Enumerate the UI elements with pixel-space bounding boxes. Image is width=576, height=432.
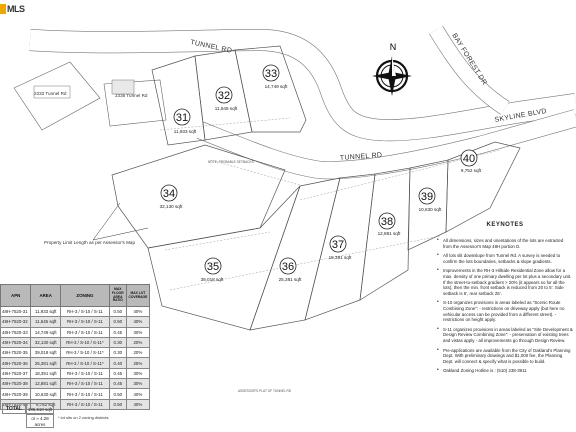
cell-coverage: 30% <box>126 368 149 378</box>
cell-zoning: RH-3 / S-10 / S-11 <box>61 389 110 399</box>
logo-text: MLS <box>7 4 25 14</box>
total-label: TOTAL <box>2 403 26 414</box>
cell-far: 0.50 <box>109 317 126 327</box>
lot-31-number: 31 <box>175 112 189 124</box>
keynote-item: • All dimensions, sizes and orientations of the lots are extracted from the Assessor's Map 48H portion D. <box>437 238 573 249</box>
keynote-item: • Oakland Zoning Hotline is : (510) 238-3911 <box>437 368 573 374</box>
keynote-item: • All lots slit downslope from Tunnel Rd. A survey is needed to confirm the lots boundaries, setbacks & slope gradients. <box>437 253 573 264</box>
road-label-tunnel-rd-upper: TUNNEL RD <box>189 39 233 55</box>
lot-35-area: 39,018 sqft <box>200 277 224 282</box>
lot-40-number: 40 <box>462 153 476 165</box>
cell-coverage: 40% <box>126 317 149 327</box>
lot-35 <box>201 258 224 282</box>
total-area: 186,510 sqft <box>26 403 54 414</box>
lot-39 <box>419 188 442 212</box>
lot-33 <box>263 65 288 89</box>
road-label-skyline-blvd: SKYLINE BLVD <box>494 107 548 124</box>
keynotes-title: KEYNOTES <box>486 222 524 228</box>
cell-far: 0.45 <box>109 368 126 378</box>
cell-zoning: RH-3 / S-10 / S-11 <box>61 379 110 389</box>
lot-37-number: 37 <box>331 239 345 251</box>
cell-area: 25,381 sqft <box>31 358 61 368</box>
lot-33-number: 33 <box>264 68 278 80</box>
cell-zoning: RH-3 / S-10 / S-11 <box>61 399 110 409</box>
cell-coverage: 30% <box>126 379 149 389</box>
assessor-plat-note: ASSESSOR'S PLAT OF TUNNEL RD <box>238 389 292 393</box>
cell-zoning: RH-3 / S-10 / S-11 <box>61 307 110 317</box>
bay-forest-dr <box>436 30 505 108</box>
lot-38-area: 12,881 sqft <box>377 231 401 236</box>
table-row <box>1 317 150 327</box>
cell-far: 0.45 <box>109 379 126 389</box>
lot-32-area: 11,645 sqft <box>214 106 238 111</box>
cell-apn: 48H-7520-37 <box>1 368 31 378</box>
table-row <box>1 358 150 368</box>
lot-31 <box>174 109 197 134</box>
neighbor-parcel-2335 <box>104 80 166 126</box>
lot-32 <box>215 87 238 111</box>
cell-coverage: 20% <box>126 337 149 347</box>
th-coverage: MAX LOT COVERAGE <box>126 285 149 307</box>
property-limit-note: Property Limit Length as per Assessor's Map <box>44 240 136 245</box>
cell-far: 0.40 <box>109 358 126 368</box>
lot-34-number: 34 <box>162 188 176 200</box>
keynote-item: • S-11 organizes provisions in areas labeled as "Site Development & Design Review Combining Zone": - preservation of existing trees and vistas apply - all improvements go through Design Review. <box>437 327 573 344</box>
road-label-bay-forest-dr: BAY FOREST DR <box>450 32 488 87</box>
building-label-2333: 2333 Tunnel Rd <box>34 91 67 96</box>
cell-apn: 48H-7520-35 <box>1 348 31 358</box>
lot-36-area: 25,381 sqft <box>278 277 302 282</box>
lot-39-area: 10,630 sqft <box>418 207 442 212</box>
property-limit-callout <box>44 203 148 245</box>
cell-area: 10,630 sqft <box>31 389 61 399</box>
cell-area: 12,881 sqft <box>31 379 61 389</box>
cell-apn: 48H-7520-39 <box>1 389 31 399</box>
lot-37 <box>329 236 352 260</box>
cell-zoning: RH-3 / S-10 / S-11* <box>61 358 110 368</box>
cell-apn: 48H-7520-36 <box>1 358 31 368</box>
table-row <box>1 348 150 358</box>
cell-zoning: RH-3 / S-10 / S-11* <box>61 348 110 358</box>
cell-apn: 48H-7520-33 <box>1 327 31 337</box>
cell-area: 11,933 sqft <box>31 307 61 317</box>
cell-coverage: 25% <box>126 358 149 368</box>
lot-summary-table <box>0 284 150 410</box>
cell-coverage: 40% <box>126 307 149 317</box>
cell-coverage: 20% <box>126 348 149 358</box>
cell-zoning: RH-3 / S-10 / S-11* <box>61 337 110 347</box>
table-footnote: * lot sits on 2 zoning districts <box>58 415 109 420</box>
road-label-tunnel-rd-lower: TUNNEL RD <box>339 152 383 162</box>
cell-zoning: RH-3 / S-10 / S-11 <box>61 368 110 378</box>
lot-36-outline <box>250 178 340 330</box>
cell-apn: 48H-7520-38 <box>1 379 31 389</box>
th-apn: APN <box>1 285 31 307</box>
cell-apn: 48H-7520-32 <box>1 317 31 327</box>
north-arrow-icon <box>372 42 412 96</box>
cell-zoning: RH-3 / S-10 / S-11 <box>61 327 110 337</box>
lot-36-number: 36 <box>281 261 295 273</box>
table-row <box>1 368 150 378</box>
lot-37-area: 18,391 sqft <box>328 255 352 260</box>
cell-area: 14,749 sqft <box>31 327 61 337</box>
cell-far: 0.30 <box>109 348 126 358</box>
cell-coverage: 40% <box>126 399 149 409</box>
cell-far: 0.50 <box>109 399 126 409</box>
compass-label: N <box>389 42 397 52</box>
lot-38 <box>378 213 401 236</box>
total-acres: or ≈ 4.28 acres <box>26 414 54 428</box>
cell-apn: 48H-7520-31 <box>1 307 31 317</box>
table-row <box>1 389 150 399</box>
lot-36 <box>279 258 302 282</box>
building-label-2335: 2335 Tunnel Rd <box>115 93 148 98</box>
cell-area: 39,018 sqft <box>31 348 61 358</box>
keynotes-panel <box>437 222 573 378</box>
keynote-item: • Improvements in the RH-3 Hillside Residential Zone allow for a max. density of one primary dwelling per lot plus a secondary unit. If the street-to-setback gradient > 20% (it appears so for all the lots), then the min. front setback is reduced from 20 to 5'. Side setback is 6', rear setback 25'. <box>437 268 573 296</box>
cell-far: 0.50 <box>109 389 126 399</box>
th-far: MAX FLOOR AREA RATIO <box>109 285 126 307</box>
table-row <box>1 307 150 317</box>
lot-34-area: 32,130 sqft <box>159 204 183 209</box>
lot-32-number: 32 <box>217 90 231 102</box>
cell-far: 0.30 <box>109 337 126 347</box>
cell-apn: 48H-7520-40 <box>1 399 31 409</box>
cell-coverage: 40% <box>126 389 149 399</box>
lot-33-area: 14,749 sqft <box>264 84 288 89</box>
lot-40-area: 9,752 sqft <box>460 168 482 173</box>
cell-far: 0.45 <box>109 327 126 337</box>
th-area: AREA <box>31 285 61 307</box>
lot-31-area: 11,933 sqft <box>173 129 197 134</box>
cell-far: 0.50 <box>109 307 126 317</box>
lot-35-number: 35 <box>206 261 220 273</box>
lot-38-number: 38 <box>380 216 394 228</box>
neighbor-parcel-2333 <box>14 62 100 130</box>
lot-39-number: 39 <box>420 191 434 203</box>
keynote-item: • S-10 organizes provisions in areas labeled as "Scenic Route Combining Zone": - restrictions on driveway apply (but here no vehicular access can be provided from a different street). - restrictions on height apply. <box>437 300 573 322</box>
lot-34 <box>160 185 183 209</box>
cell-apn: 48H-7520-34 <box>1 337 31 347</box>
table-row <box>1 327 150 337</box>
setback-note: NOTE: PROBABLE SETBACKS <box>208 160 254 164</box>
cell-zoning: RH-3 / S-10 / S-11 <box>61 317 110 327</box>
th-zoning: ZONING <box>61 285 110 307</box>
cell-area: 11,645 sqft <box>31 317 61 327</box>
cell-area: 32,130 sqft <box>31 337 61 347</box>
cell-coverage: 30% <box>126 327 149 337</box>
cell-area: 18,391 sqft <box>31 368 61 378</box>
table-row <box>1 337 150 347</box>
cell-area: 9,752 sqft <box>31 399 61 409</box>
keynote-item: • Pre-applications are available from the City of Oakland's Planning Dept. With preliminary drawings and $1,000 fee, the Planning Dept. will connect & specify what is possible to build. <box>437 348 573 365</box>
table-row <box>1 379 150 389</box>
table-header-row <box>1 285 150 307</box>
